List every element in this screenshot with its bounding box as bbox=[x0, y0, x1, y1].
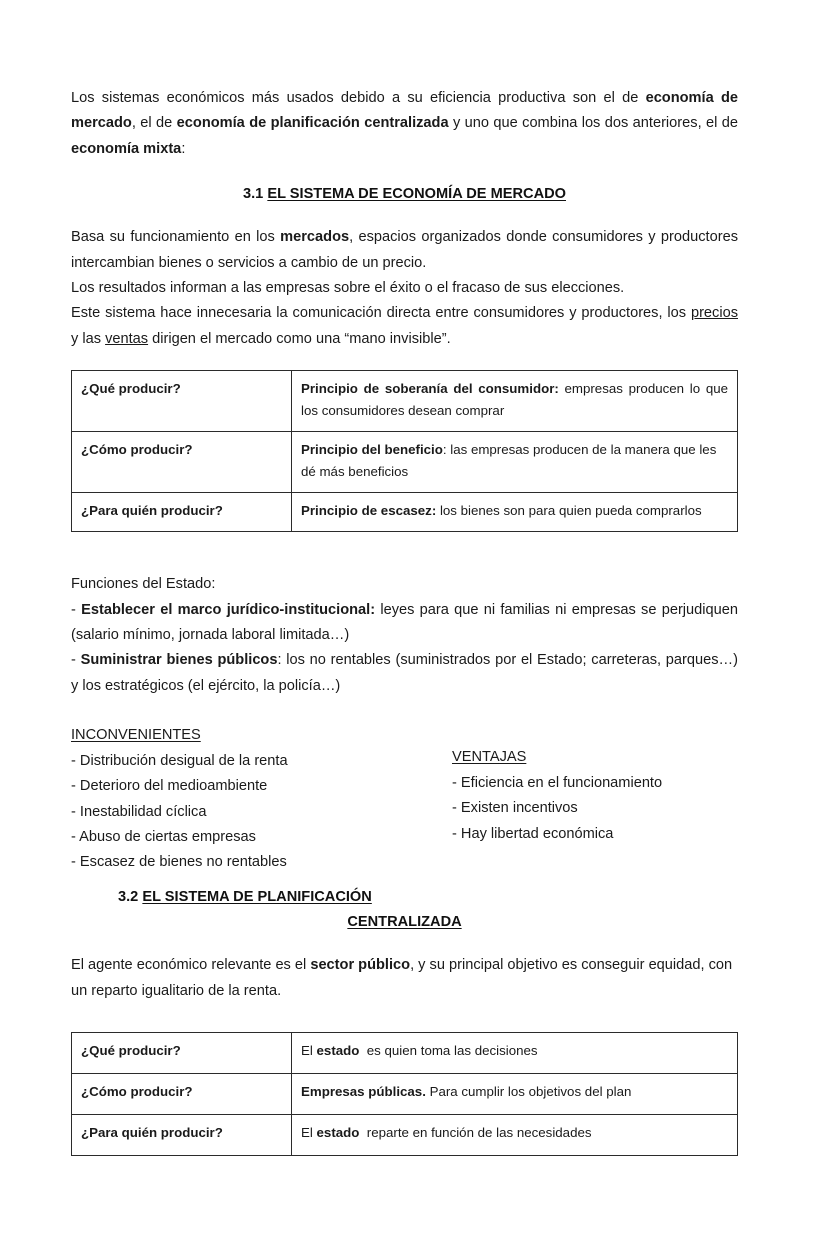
market-paragraph-3 bbox=[71, 301, 738, 352]
disadvantages-title: INCONVENIENTES bbox=[71, 727, 201, 744]
planning-text-2: , y su principal objetivo es conseguir equidad, con un reparto igualitario de la renta. bbox=[71, 957, 733, 999]
item-dash: - bbox=[71, 601, 82, 618]
market-bold-mercados: mercados bbox=[280, 229, 350, 246]
table-row bbox=[72, 493, 738, 532]
item-rest-text: leyes para que ni familias ni empresas se perjudiquen (salario mínimo, jornada laboral limitada…) bbox=[71, 601, 738, 644]
list-item: - Hay libertad económica bbox=[452, 825, 614, 842]
table-cell-answer bbox=[292, 371, 738, 432]
market-text-4: y las bbox=[71, 330, 106, 347]
table-cell-answer bbox=[292, 1033, 738, 1074]
market-text-3: Este sistema hace innecesaria la comunicación directa entre consumidores y productores, los bbox=[71, 305, 691, 322]
market-underline-ventas: ventas bbox=[105, 330, 149, 347]
intro-text-1: Los sistemas económicos más usados debido a su eficiencia productiva son el de bbox=[71, 90, 646, 106]
market-paragraph-1 bbox=[71, 225, 738, 276]
market-text-1: Basa su funcionamiento en los bbox=[71, 229, 281, 246]
state-function-item-2 bbox=[71, 648, 738, 699]
planning-questions-table bbox=[71, 1032, 738, 1156]
market-underline-precios: precios bbox=[690, 305, 738, 322]
state-function-item-1 bbox=[71, 598, 738, 649]
table-cell-question: ¿Para quién producir? bbox=[72, 1115, 292, 1156]
list-item: - Deterioro del medioambiente bbox=[71, 778, 268, 795]
intro-text-3: y uno que combina los dos anteriores, el de bbox=[448, 115, 738, 132]
table-cell-answer bbox=[292, 432, 738, 493]
table-row bbox=[72, 1074, 738, 1115]
table-cell-question: ¿Qué producir? bbox=[72, 1033, 292, 1074]
intro-bold-economia-mercado: economía de mercado bbox=[71, 90, 738, 132]
document-content bbox=[71, 86, 738, 1156]
intro-bold-economia-mixta: economía mixta bbox=[71, 140, 182, 157]
answer-bold-label: Principio de escasez: bbox=[301, 503, 437, 519]
table-cell-question: ¿Cómo producir? bbox=[72, 432, 292, 493]
table-cell-question: ¿Qué producir? bbox=[72, 371, 292, 432]
answer-rest-text: los bienes son para quien pueda comprarlos bbox=[436, 503, 702, 519]
pros-cons-block bbox=[71, 723, 738, 875]
section-title-3-2-line2: CENTRALIZADA bbox=[347, 914, 462, 931]
section-number-3-2: 3.2 bbox=[118, 889, 139, 906]
intro-paragraph bbox=[71, 86, 738, 162]
table-row bbox=[72, 1033, 738, 1074]
table-cell-answer bbox=[292, 1115, 738, 1156]
item-dash: - bbox=[71, 652, 81, 669]
advantages-column bbox=[452, 745, 738, 847]
market-text-5: dirigen el mercado como una “mano invisible”. bbox=[148, 330, 451, 347]
answer-bold-label: Principio de soberanía del consumidor: bbox=[301, 381, 559, 397]
market-questions-table bbox=[71, 370, 738, 532]
table-cell-question: ¿Cómo producir? bbox=[72, 1074, 292, 1115]
intro-text-4: : bbox=[181, 140, 186, 157]
market-text-2: , espacios organizados donde consumidores y productores intercambian bienes o servicios a cambio de un precio. bbox=[71, 229, 738, 271]
section-heading-3-2 bbox=[71, 885, 738, 910]
table-cell-answer bbox=[292, 493, 738, 532]
item-rest-text: : los no rentables (suministrados por el Estado; carreteras, parques…) y los estratégicos (el ejército, la policía…) bbox=[71, 652, 738, 694]
answer-rest-text: empresas producen lo que los consumidores desean comprar bbox=[301, 381, 728, 419]
planning-text-1: El agente económico relevante es el bbox=[71, 957, 311, 974]
table-row bbox=[72, 371, 738, 432]
list-item: - Distribución desigual de la renta bbox=[71, 752, 288, 769]
advantages-title: VENTAJAS bbox=[452, 749, 527, 766]
intro-text-2: , el de bbox=[131, 115, 177, 132]
list-item: - Escasez de bienes no rentables bbox=[71, 854, 287, 871]
list-item: - Existen incentivos bbox=[452, 800, 578, 817]
intro-bold-planificacion-centralizada: economía de planificación centralizada bbox=[176, 115, 449, 132]
section-number-3-1: 3.1 bbox=[242, 186, 264, 203]
planning-bold-sector-publico: sector público bbox=[310, 957, 411, 974]
answer-bold-label: estado bbox=[316, 1125, 360, 1141]
state-functions-heading: Funciones del Estado: bbox=[71, 576, 216, 593]
answer-rest-text: Para cumplir los objetivos del plan bbox=[425, 1084, 632, 1100]
list-item: - Abuso de ciertas empresas bbox=[71, 828, 256, 845]
section-title-3-1: EL SISTEMA DE ECONOMÍA DE MERCADO bbox=[267, 186, 566, 203]
table-cell-answer bbox=[292, 1074, 738, 1115]
table-cell-question: ¿Para quién producir? bbox=[72, 493, 292, 532]
list-item: - Eficiencia en el funcionamiento bbox=[452, 774, 663, 791]
section-title-3-2-line1: EL SISTEMA DE PLANIFICACIÓN bbox=[142, 889, 372, 906]
table-row bbox=[72, 432, 738, 493]
table-row bbox=[72, 1115, 738, 1156]
item-bold-label: Establecer el marco jurídico-institucional: bbox=[81, 601, 376, 618]
answer-rest-text: : las empresas producen de la manera que les dé más beneficios bbox=[301, 442, 717, 480]
disadvantages-column bbox=[71, 723, 411, 875]
list-item: - Inestabilidad cíclica bbox=[71, 803, 207, 820]
answer-pre-text: El bbox=[301, 1043, 317, 1059]
market-paragraph-2: Los resultados informan a las empresas sobre el éxito o el fracaso de sus elecciones. bbox=[71, 280, 625, 297]
section-title-3-2-line2-wrap bbox=[71, 910, 738, 935]
item-bold-label: Suministrar bienes públicos bbox=[80, 652, 278, 669]
answer-bold-label: estado bbox=[316, 1043, 360, 1059]
answer-rest-text: reparte en función de las necesidades bbox=[359, 1125, 592, 1141]
answer-pre-text: El bbox=[301, 1125, 317, 1141]
answer-bold-label: Empresas públicas. bbox=[301, 1084, 426, 1100]
answer-bold-label: Principio del beneficio bbox=[301, 442, 443, 458]
answer-rest-text: es quien toma las decisiones bbox=[359, 1043, 538, 1059]
section-heading-3-1 bbox=[71, 182, 738, 207]
planning-paragraph-1 bbox=[71, 953, 738, 1004]
